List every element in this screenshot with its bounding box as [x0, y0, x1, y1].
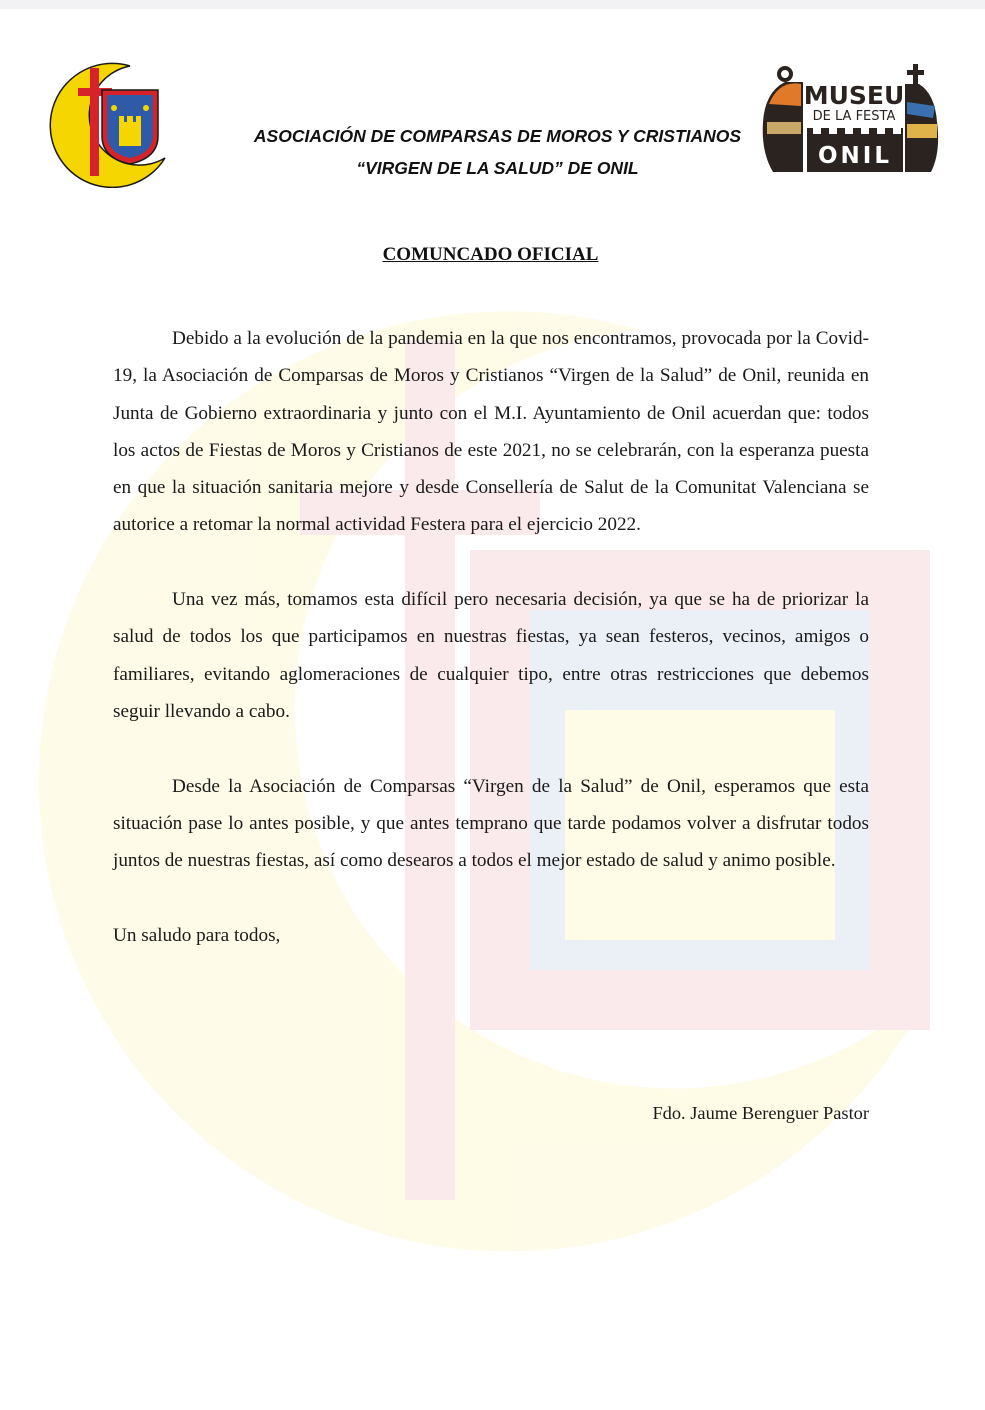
association-header [200, 120, 795, 184]
closing-greeting: Un saludo para todos, [113, 924, 281, 946]
header-line-1: ASOCIACIÓN DE COMPARSAS DE MOROS Y CRISTIANOS [253, 126, 742, 146]
museu-word-2: DE LA FESTA [812, 109, 896, 124]
museu-word-1: MUSEU [803, 81, 905, 110]
statement-paragraph-2: Una vez más, tomamos esta difícil pero necesaria decisión, ya que se ha de priorizar la salud de todos los que participamos en nuestras fiestas, ya sean festeros, vecinos, amigos o familiares, evitando aglomeraciones de cualquier tipo, entre otras restricciones que debemos seguir llevando a cabo. [113, 589, 869, 722]
statement-paragraph-1: Debido a la evolución de la pandemia en la que nos encontramos, provocada por la Covid-19, la Asociación de Comparsas de Moros y Cristianos “Virgen de la Salud” de Onil, reunida en Junta de Gobierno extraordinaria y junto con el M.I. Ayuntamiento de Onil acuerdan que: todos los actos de Fiestas de Moros y Cristianos de este 2021, no se celebrarán, con la esperanza puesta en que la situación sanitaria mejore y desde Consellería de Salut de la Comunitat Valenciana se autorice a retomar la normal actividad Festera para el ejercicio 2022. [113, 328, 869, 536]
header-line-2: “VIRGEN DE LA SALUD” DE ONIL [356, 158, 639, 178]
museu-festa-onil-logo [755, 62, 945, 180]
association-emblem-logo [40, 58, 170, 188]
statement-paragraph-3: Desde la Asociación de Comparsas “Virgen de la Salud” de Onil, esperamos que esta situación pase lo antes posible, y que antes temprano que tarde podamos volver a disfrutar todos juntos de nuestras fiestas, así como desearos a todos el mejor estado de salud y animo posible. [113, 775, 869, 872]
page-title: COMUNCADO OFICIAL [382, 244, 599, 265]
top-strip [0, 0, 985, 9]
signature: Fdo. Jaume Berenguer Pastor [652, 1103, 869, 1123]
museu-word-3: ONIL [817, 143, 893, 169]
statement-body [113, 320, 869, 954]
